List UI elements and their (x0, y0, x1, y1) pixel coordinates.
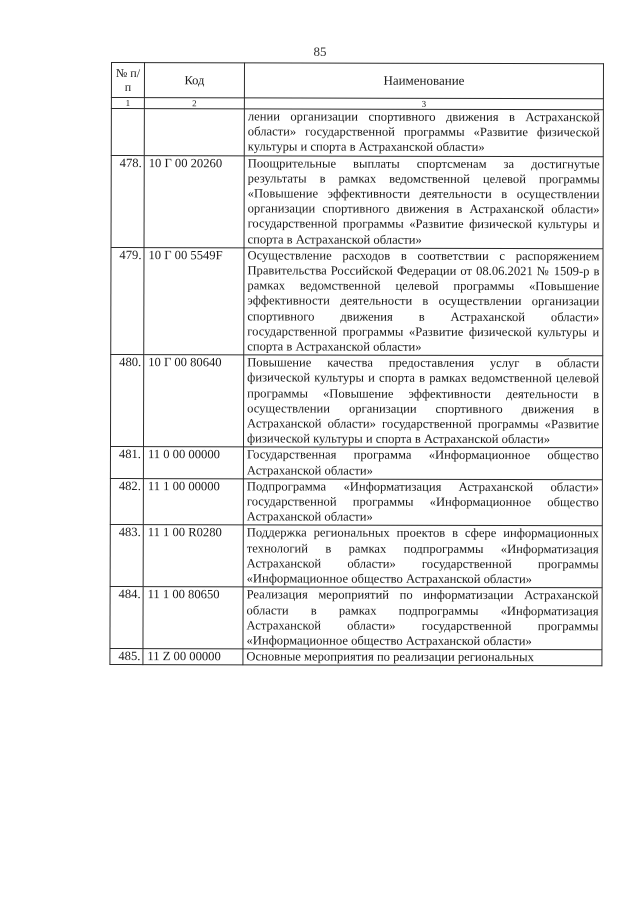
page-number: 85 (313, 44, 327, 59)
row-code: 11 1 00 00000 (143, 478, 243, 525)
row-name: лении организации спортивного движения в Астраханской области» государственной программы «Развитие физической культуры и спорта в Астраханской области» (244, 109, 603, 157)
column-index: 1 (111, 98, 144, 109)
row-code: 11 Z 00 00000 (143, 649, 243, 665)
table-row (111, 155, 603, 249)
row-code: 11 1 00 80650 (143, 587, 243, 649)
table-row (110, 478, 602, 526)
column-index: 2 (144, 98, 244, 109)
row-code: 10 Г 00 20260 (144, 155, 244, 247)
table-row (111, 109, 603, 157)
row-code: 10 Г 00 5549F (144, 247, 244, 355)
header-name: Наименование (244, 63, 603, 99)
table-row (111, 247, 603, 356)
row-number: 482. (110, 478, 143, 525)
table-row (110, 649, 602, 666)
row-code: 10 Г 00 80640 (143, 355, 243, 447)
column-index: 3 (244, 98, 603, 110)
row-code: 11 0 00 00000 (143, 447, 243, 479)
table-row (110, 447, 602, 480)
row-number (111, 109, 144, 156)
row-name: Государственная программа «Информационное общество Астраханской области» (243, 447, 602, 479)
row-code: 11 1 00 R0280 (143, 525, 243, 587)
table-header-row (111, 63, 603, 99)
row-name: Поощрительные выплаты спортсменам за достигнутые результаты в рамках ведомственной целевой программы «Повышение эффективности деятельности в осуществлении организации спортивного движения в Астраханской области» государственной программы «Развитие физической культуры и спорта в Астраханской области» (244, 155, 603, 248)
table-row (110, 355, 602, 449)
row-name: Реализация мероприятий по информатизации Астраханской области в рамках подпрограммы «Информатизация Астраханской области» государственной программы «Информационное общество Астраханской области» (243, 587, 602, 650)
row-number: 478. (111, 155, 144, 247)
row-number: 479. (111, 247, 144, 355)
row-number: 485. (110, 649, 143, 665)
row-number: 483. (110, 525, 143, 587)
table-row (110, 587, 602, 650)
budget-code-table (109, 62, 604, 667)
row-code (144, 109, 244, 156)
row-name: Поддержка региональных проектов в сфере информационных технологий в рамках подпрограммы «Информатизация Астраханской области» государственной программы «Информационное общество Астраханской области» (243, 525, 602, 588)
table-row (110, 525, 602, 588)
row-name: Основные мероприятия по реализации региональных (243, 649, 602, 666)
row-name: Повышение качества предоставления услуг в области физической культуры и спорта в рамках ведомственной целевой программы «Повышение эффективности деятельности в осуществлении организации спортивного движения в Астраханской области» государственной программы «Развитие физической культуры и спорта в Астраханской области» (243, 355, 602, 448)
row-number: 480. (110, 355, 143, 447)
header-number: № п/п (111, 63, 144, 98)
row-name: Подпрограмма «Информатизация Астраханской области» государственной программы «Информационное общество Астраханской области» (243, 479, 602, 527)
header-code: Код (144, 63, 244, 98)
row-number: 484. (110, 587, 143, 649)
row-name: Осуществление расходов в соответствии с распоряжением Правительства Российской Федерации от 08.06.2021 № 1509-р в рамках ведомственной целевой программы «Повышение эффективности деятельности в осуществлении организации спортивного движения в Астраханской области» государственной программы «Развитие физической культуры и спорта в Астраханской области» (244, 248, 603, 356)
row-number: 481. (110, 447, 143, 478)
